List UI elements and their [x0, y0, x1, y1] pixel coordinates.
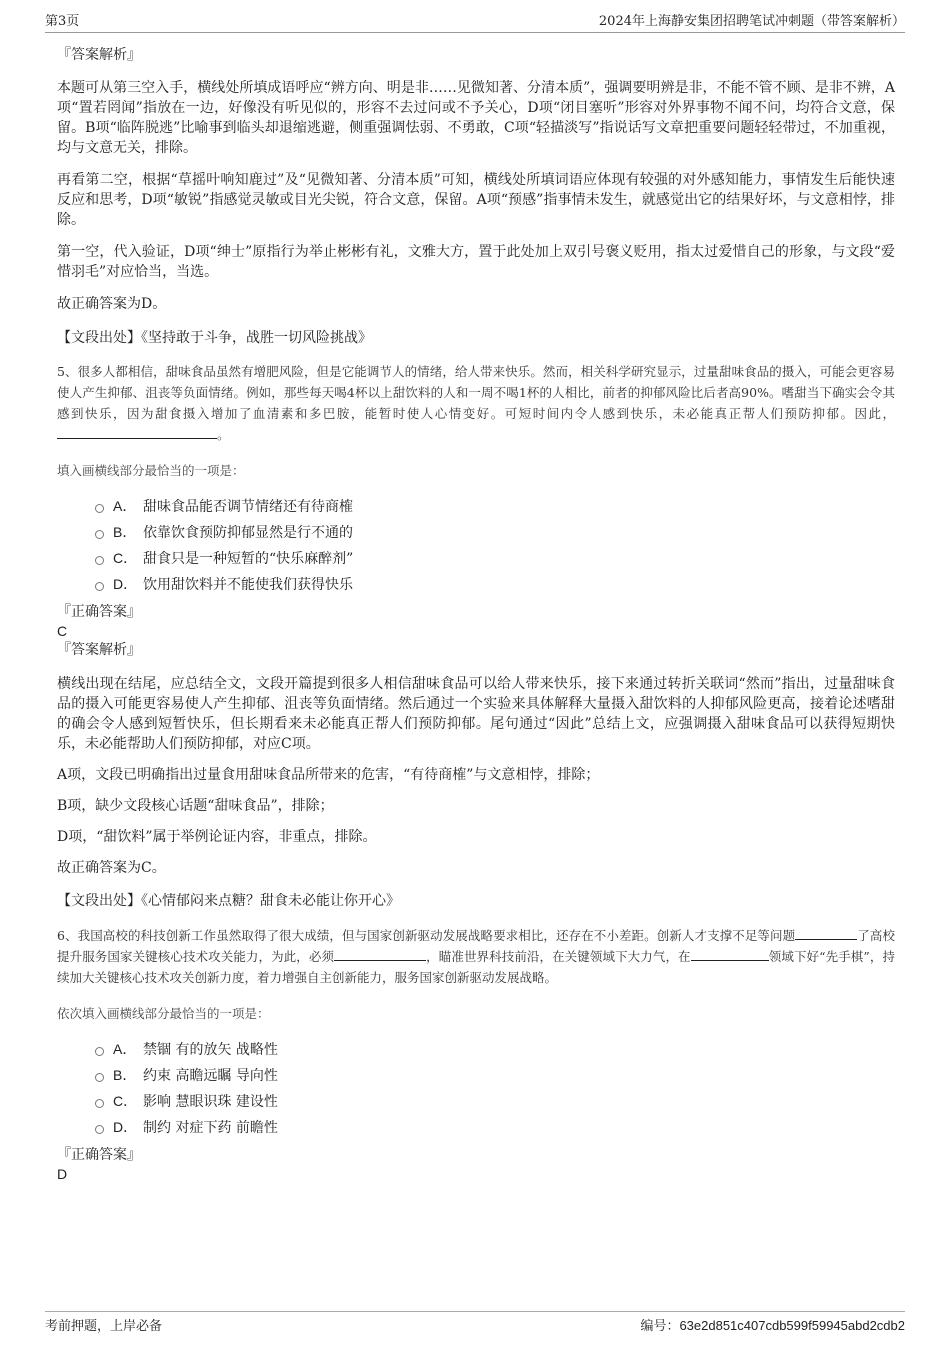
options-list	[95, 493, 895, 597]
option-d[interactable]: D． 饮用甜饮料并不能使我们获得快乐	[95, 571, 895, 597]
question-stem-5: 5、很多人都相信，甜味食品虽然有增肥风险，但是它能调节人的情绪，给人带来快乐。然而，相关科学研究显示，过量甜味食品的摄入，可能会更容易使人产生抑郁、沮丧等负面情绪。例如，那些每天喝4杯以上甜饮料的人和一周不喝1杯的人相比，前者的抑郁风险比后者高90%。嗜甜当下确实会令其感到快乐，因为甜食摄入增加了血清素和多巴胺，能暂时使人心情变好。可短时间内令人感到快乐，未必能真正帮人们预防抑郁。因此，。	[57, 364, 895, 442]
correct-answer-label: 『正确答案』	[57, 604, 141, 620]
analysis-conclusion: 故正确答案为C。	[57, 860, 166, 876]
option-a[interactable]: A． 甜味食品能否调节情绪还有待商榷	[95, 493, 895, 519]
source-citation: 【文段出处】《坚持敢于斗争，战胜一切风险挑战》	[57, 330, 372, 346]
footer-slogan: 考前押题，上岸必备	[45, 1318, 163, 1334]
option-b[interactable]: B． 依靠饮食预防抑郁显然是行不通的	[95, 519, 895, 545]
question-prompt: 填入画横线部分最恰当的一项是：	[57, 463, 245, 478]
analysis-paragraph: 本题可从第三空入手，横线处所填成语呼应“辨方向、明是非……见微知著、分清本质”，强调要明辨是非，不能不管不顾、是非不辨，A项“置若罔闻”指放在一边，好像没有听见似的，形容不去过问或不予关心，D项“闭目塞听”形容对外界事物不闻不问，均符合文意，保留。B项“临阵脱逃”比喻事到临头却退缩逃避，侧重强调怯弱、不勇敢，C项“轻描淡写”指说话写文章把重要问题轻轻带过，不加重视，均与文意无关，排除。	[57, 80, 895, 156]
analysis-paragraph: 第一空，代入验证，D项“绅士”原指行为举止彬彬有礼，文雅大方，置于此处加上双引号褒义贬用，指太过爱惜自己的形象，与文段“爱惜羽毛”对应恰当，当选。	[57, 244, 895, 280]
option-c[interactable]: C． 甜食只是一种短暂的“快乐麻醉剂”	[95, 545, 895, 571]
source-citation: 【文段出处】《心情郁闷来点糖？甜食未必能让你开心》	[57, 893, 400, 909]
question-prompt: 依次填入画横线部分最恰当的一项是：	[57, 1006, 270, 1021]
correct-answer: C	[57, 623, 68, 639]
analysis-paragraph: 横线出现在结尾，应总结全文，文段开篇提到很多人相信甜味食品可以给人带来快乐，接下来通过转折关联词“然而”指出，过量甜味食品的摄入可能更容易使人产生抑郁、沮丧等负面情绪。然后通过一个实验来具体解释大量摄入甜饮料的人抑郁风险更高，接着论述嗜甜的确会令人感到短暂快乐，但长期看来未必能真正帮人们预防抑郁。尾句通过“因此”总结上文，应强调摄入甜味食品可以获得短期快乐，未必能帮助人们预防抑郁，对应C项。	[57, 676, 895, 752]
analysis-paragraph: B项，缺少文段核心话题“甜味食品”，排除；	[57, 798, 334, 814]
options-list	[95, 1036, 895, 1140]
analysis-paragraph: A项，文段已明确指出过量食用甜味食品所带来的危害，“有待商榷”与文意相悖，排除；	[57, 767, 600, 783]
radio-icon[interactable]	[95, 504, 104, 513]
answer-blank	[691, 946, 769, 961]
document-title: 2024年上海静安集团招聘笔试冲刺题（带答案解析）	[598, 14, 905, 29]
answer-blank	[57, 424, 217, 439]
content	[57, 46, 895, 1182]
option-b[interactable]: B． 约束 高瞻远瞩 导向性	[95, 1062, 895, 1088]
analysis-label: 『答案解析』	[57, 47, 141, 63]
answer-blank	[334, 946, 426, 961]
answer-blank	[795, 925, 857, 940]
question-stem-6: 6、我国高校的科技创新工作虽然取得了很大成绩，但与国家创新驱动发展战略要求相比，还存在不小差距。创新人才支撑不足等问题 了高校提升服务国家关键核心技术攻关能力，为此，必须 ，瞄准世界科技前沿，在关键领域下大力气，在 领域下好“先手棋”，持续加大关键核心技术攻关创新力度，着力增强自主创新能力，服务国家创新驱动发展战略。	[57, 925, 895, 988]
radio-icon[interactable]	[95, 1099, 104, 1108]
analysis-label: 『答案解析』	[57, 642, 141, 658]
page-header	[45, 10, 905, 33]
option-a[interactable]: A． 禁锢 有的放矢 战略性	[95, 1036, 895, 1062]
radio-icon[interactable]	[95, 1125, 104, 1134]
option-d[interactable]: D． 制约 对症下药 前瞻性	[95, 1114, 895, 1140]
radio-icon[interactable]	[95, 556, 104, 565]
document-code: 编号：63e2d851c407cdb599f59945abd2cdb2	[640, 1317, 905, 1333]
option-c[interactable]: C． 影响 慧眼识珠 建设性	[95, 1088, 895, 1114]
correct-answer-label: 『正确答案』	[57, 1147, 141, 1163]
correct-answer: D	[57, 1166, 68, 1182]
analysis-conclusion: 故正确答案为D。	[57, 296, 167, 312]
page-footer	[45, 1311, 905, 1336]
radio-icon[interactable]	[95, 1073, 104, 1082]
radio-icon[interactable]	[95, 1047, 104, 1056]
page-number: 第3页	[45, 14, 80, 29]
radio-icon[interactable]	[95, 530, 104, 539]
radio-icon[interactable]	[95, 582, 104, 591]
analysis-paragraph: 再看第二空，根据“草摇叶响知鹿过”及“见微知著、分清本质”可知，横线处所填词语应体现有较强的对外感知能力，事情发生后能快速反应和思考，D项“敏锐”指感觉灵敏或目光尖锐，符合文意，保留。A项“预感”指事情未发生，就感觉出它的结果好坏，与文意相悖，排除。	[57, 172, 895, 228]
analysis-paragraph: D项，“甜饮料”属于举例论证内容，非重点，排除。	[57, 829, 377, 845]
